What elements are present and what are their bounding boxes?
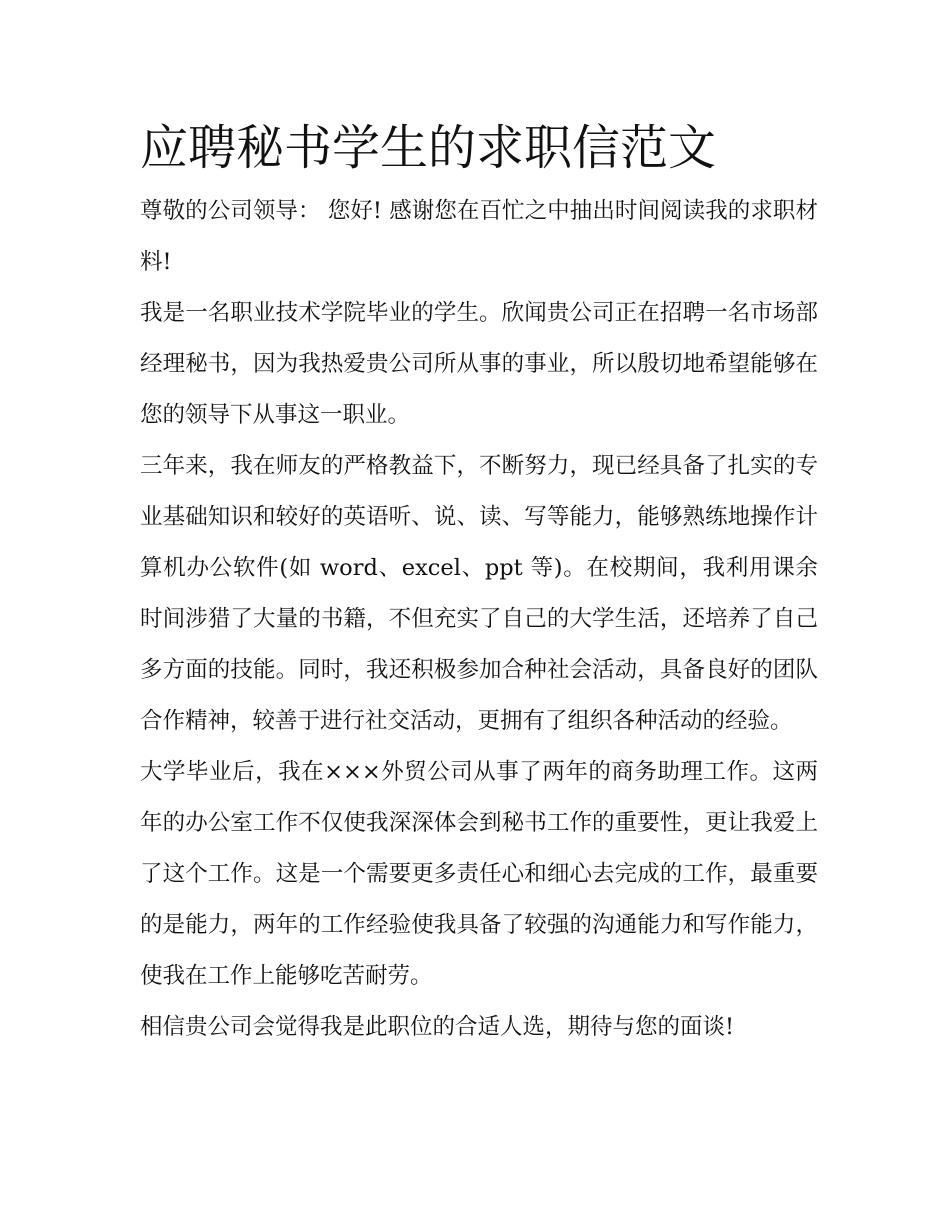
paragraph-introduction: 我是一名职业技术学院毕业的学生。欣闻贵公司正在招聘一名市场部经理秘书，因为我热爱贵公司所从事的事业，所以殷切地希望能够在您的领导下从事这一职业。 <box>140 300 818 428</box>
paragraph-education: 三年来，我在师友的严格教益下，不断努力，现已经具备了扎实的专业基础知识和较好的英语听、说、读、写等能力，能够熟练地操作计算机办公软件(如 word、excel、ppt 等)。在校期间，我利用课余时间涉猎了大量的书籍，不但充实了自己的大学生活，还培养了自己多方面的技能。同时，我还积极参加合种社会活动，具备良好的团队合作精神，较善于进行社交活动，更拥有了组织各种活动的经验。 <box>140 453 818 734</box>
paragraph-closing: 相信贵公司会觉得我是此职位的合适人选，期待与您的面谈! <box>140 1014 735 1040</box>
document-body <box>140 114 818 1053</box>
paragraph-experience: 大学毕业后，我在×××外贸公司从事了两年的商务助理工作。这两年的办公室工作不仅使我深深体会到秘书工作的重要性，更让我爱上了这个工作。这是一个需要更多责任心和细心去完成的工作，最重要的是能力，两年的工作经验使我具备了较强的沟通能力和写作能力，使我在工作上能够吃苦耐劳。 <box>140 759 818 989</box>
paragraph-greeting: 尊敬的公司领导： 您好! 感谢您在百忙之中抽出时间阅读我的求职材料! <box>140 198 818 275</box>
document-title: 应聘秘书学生的求职信范文 <box>140 120 717 176</box>
